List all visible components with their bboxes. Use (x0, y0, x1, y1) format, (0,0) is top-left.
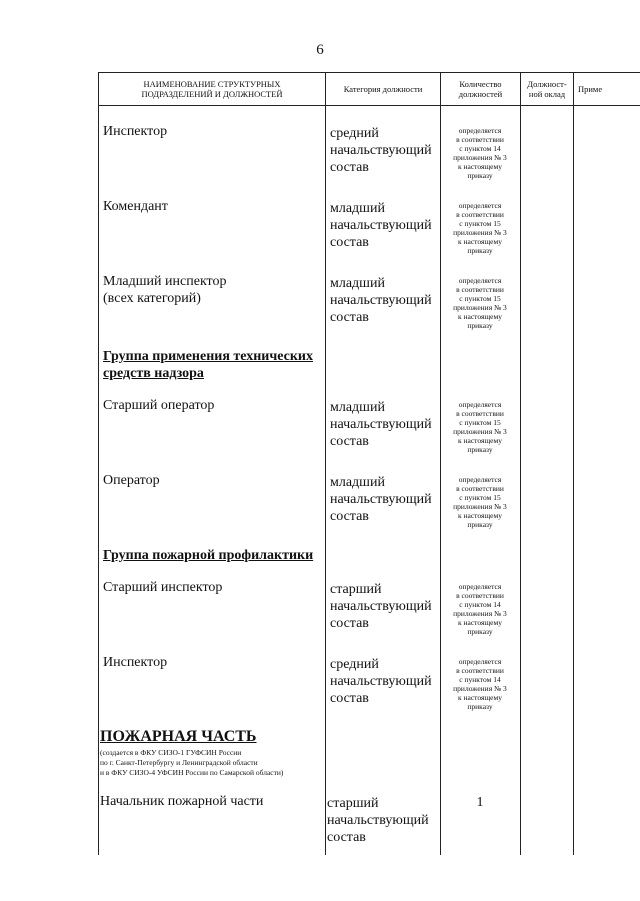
row-6-name (103, 654, 167, 671)
row-2-quantity-line-3: с пунктом 15 (459, 294, 501, 303)
table-header-bottom-border (98, 105, 640, 106)
row-3-category-line-3: состав (330, 434, 369, 449)
table-border-left (98, 72, 99, 855)
row-6-name-line-1: Инспектор (103, 655, 168, 670)
row-1-category-line-3: состав (330, 235, 369, 250)
row-4-category-line-2: начальствующий (330, 492, 432, 507)
row-6-quantity-line-1: определяется (458, 657, 502, 666)
row-0-category (330, 125, 440, 176)
group-technical-means-heading (103, 348, 313, 382)
row-1-name-line-1: Комендант (103, 199, 168, 214)
row-4-quantity (440, 475, 520, 529)
row-1-name (103, 198, 168, 215)
row-0-quantity-line-1: определяется (458, 126, 502, 135)
row-5-category-line-3: состав (330, 616, 369, 631)
row-4-quantity-line-3: с пунктом 15 (459, 493, 501, 502)
header-salary (521, 73, 573, 105)
row-3-quantity (440, 400, 520, 454)
row-7-category-line-2: начальствующий (327, 813, 429, 828)
row-6-quantity-line-6: приказу (467, 702, 493, 711)
row-0-quantity (440, 126, 520, 180)
header-category (326, 73, 440, 105)
row-1-quantity-line-3: с пунктом 15 (459, 219, 501, 228)
row-3-name-line-1: Старший оператор (103, 398, 215, 413)
row-2-name-line-1: Младший инспектор (103, 274, 227, 289)
page-number: 6 (316, 42, 324, 58)
row-4-quantity-line-6: приказу (467, 520, 493, 529)
row-2-quantity-line-5: к настоящему (457, 312, 503, 321)
row-7-quantity: 1 (476, 795, 484, 810)
row-1-category-line-1: младший (330, 201, 385, 216)
row-3-category-line-2: начальствующий (330, 417, 432, 432)
row-3-category (330, 399, 440, 450)
table-divider-name-category (325, 72, 326, 855)
row-0-name (103, 123, 167, 140)
header-quantity (441, 73, 520, 105)
fire-section-note-line-2: по г. Санкт-Петербургу и Ленинградской области (100, 758, 258, 767)
fire-section-title: ПОЖАРНАЯ ЧАСТЬ (100, 728, 257, 745)
row-5-quantity-line-1: определяется (458, 582, 502, 591)
row-5-category (330, 581, 440, 632)
row-4-quantity-line-1: определяется (458, 475, 502, 484)
row-6-quantity-line-4: приложения № 3 (453, 684, 507, 693)
row-5-quantity-line-6: приказу (467, 627, 493, 636)
row-7-category (327, 795, 437, 846)
row-7-name (100, 793, 263, 810)
row-3-quantity-line-6: приказу (467, 445, 493, 454)
row-7-category-line-1: старший (327, 796, 379, 811)
row-6-category-line-1: средний (330, 657, 379, 672)
row-4-category-line-3: состав (330, 509, 369, 524)
row-6-category (330, 656, 440, 707)
row-2-name (103, 273, 227, 307)
row-5-quantity-line-3: с пунктом 14 (459, 600, 501, 609)
row-1-category (330, 200, 440, 251)
row-5-quantity-line-4: приложения № 3 (453, 609, 507, 618)
row-5-quantity-line-2: в соответствии (456, 591, 504, 600)
row-5-category-line-1: старший (330, 582, 382, 597)
row-4-category-line-1: младший (330, 475, 385, 490)
table-divider-salary-note (573, 72, 574, 855)
row-6-quantity-line-5: к настоящему (457, 693, 503, 702)
row-1-quantity-line-5: к настоящему (457, 237, 503, 246)
row-6-category-line-2: начальствующий (330, 674, 432, 689)
row-3-quantity-line-4: приложения № 3 (453, 427, 507, 436)
row-3-quantity-line-2: в соответствии (456, 409, 504, 418)
row-6-quantity (440, 657, 520, 711)
row-1-quantity (440, 201, 520, 255)
header-note (574, 73, 640, 105)
row-2-quantity (440, 276, 520, 330)
row-5-name (103, 579, 222, 596)
row-4-quantity-line-5: к настоящему (457, 511, 503, 520)
fire-section-note-line-1: (создается в ФКУ СИЗО-1 ГУФСИН России (100, 748, 242, 757)
table-divider-category-quantity (440, 72, 441, 855)
row-3-quantity-line-1: определяется (458, 400, 502, 409)
group-technical-means-line-1: Группа применения технических (103, 349, 313, 364)
row-2-quantity-line-6: приказу (467, 321, 493, 330)
row-0-category-line-1: средний (330, 126, 379, 141)
row-1-quantity-line-6: приказу (467, 246, 493, 255)
row-5-category-line-2: начальствующий (330, 599, 432, 614)
row-2-quantity-line-4: приложения № 3 (453, 303, 507, 312)
header-quantity-text: Количество должностей (458, 79, 503, 99)
group-technical-means-line-2: средств надзора (103, 366, 204, 381)
row-0-name-line-1: Инспектор (103, 124, 168, 139)
row-4-quantity-line-2: в соответствии (456, 484, 504, 493)
row-2-category-line-2: начальствующий (330, 293, 432, 308)
group-fire-prevention-heading (103, 547, 313, 564)
row-6-quantity-line-3: с пунктом 14 (459, 675, 501, 684)
row-3-quantity-line-5: к настоящему (457, 436, 503, 445)
row-1-quantity-line-2: в соответствии (456, 210, 504, 219)
fire-section-note-line-3: и в ФКУ СИЗО-4 УФСИН России по Самарской области) (100, 768, 284, 777)
row-0-quantity-line-5: к настоящему (457, 162, 503, 171)
table-divider-quantity-salary (520, 72, 521, 855)
row-7-name-line-1: Начальник пожарной части (100, 794, 264, 809)
row-2-quantity-line-2: в соответствии (456, 285, 504, 294)
row-0-quantity-line-6: приказу (467, 171, 493, 180)
row-0-quantity-line-2: в соответствии (456, 135, 504, 144)
row-2-category (330, 275, 440, 326)
row-1-quantity-line-4: приложения № 3 (453, 228, 507, 237)
row-3-quantity-line-3: с пунктом 15 (459, 418, 501, 427)
row-3-name (103, 397, 214, 414)
header-name (99, 73, 325, 105)
fire-section-note (100, 748, 283, 778)
row-4-quantity-line-4: приложения № 3 (453, 502, 507, 511)
row-6-quantity-line-2: в соответствии (456, 666, 504, 675)
row-2-category-line-3: состав (330, 310, 369, 325)
group-fire-prevention-line-1: Группа пожарной профилактики (103, 548, 314, 563)
row-0-quantity-line-4: приложения № 3 (453, 153, 507, 162)
row-5-quantity-line-5: к настоящему (457, 618, 503, 627)
header-category-text: Категория должности (343, 84, 423, 94)
header-note-text: Приме (578, 84, 603, 94)
row-3-category-line-1: младший (330, 400, 385, 415)
row-0-category-line-2: начальствующий (330, 143, 432, 158)
row-2-quantity-line-1: определяется (458, 276, 502, 285)
header-name-text: НАИМЕНОВАНИЕ СТРУКТУРНЫХ ПОДРАЗДЕЛЕНИЙ И ДОЛЖНОСТЕЙ (141, 79, 283, 99)
row-5-name-line-1: Старший инспектор (103, 580, 223, 595)
row-0-category-line-3: состав (330, 160, 369, 175)
row-4-category (330, 474, 440, 525)
row-2-name-line-2: (всех категорий) (103, 291, 201, 306)
row-5-quantity (440, 582, 520, 636)
row-1-quantity-line-1: определяется (458, 201, 502, 210)
row-1-category-line-2: начальствующий (330, 218, 432, 233)
row-7-category-line-3: состав (327, 830, 366, 845)
row-0-quantity-line-3: с пунктом 14 (459, 144, 501, 153)
row-2-category-line-1: младший (330, 276, 385, 291)
header-salary-text: Должност-ной оклад (527, 79, 567, 99)
row-4-name (103, 472, 160, 489)
row-6-category-line-3: состав (330, 691, 369, 706)
row-4-name-line-1: Оператор (103, 473, 160, 488)
